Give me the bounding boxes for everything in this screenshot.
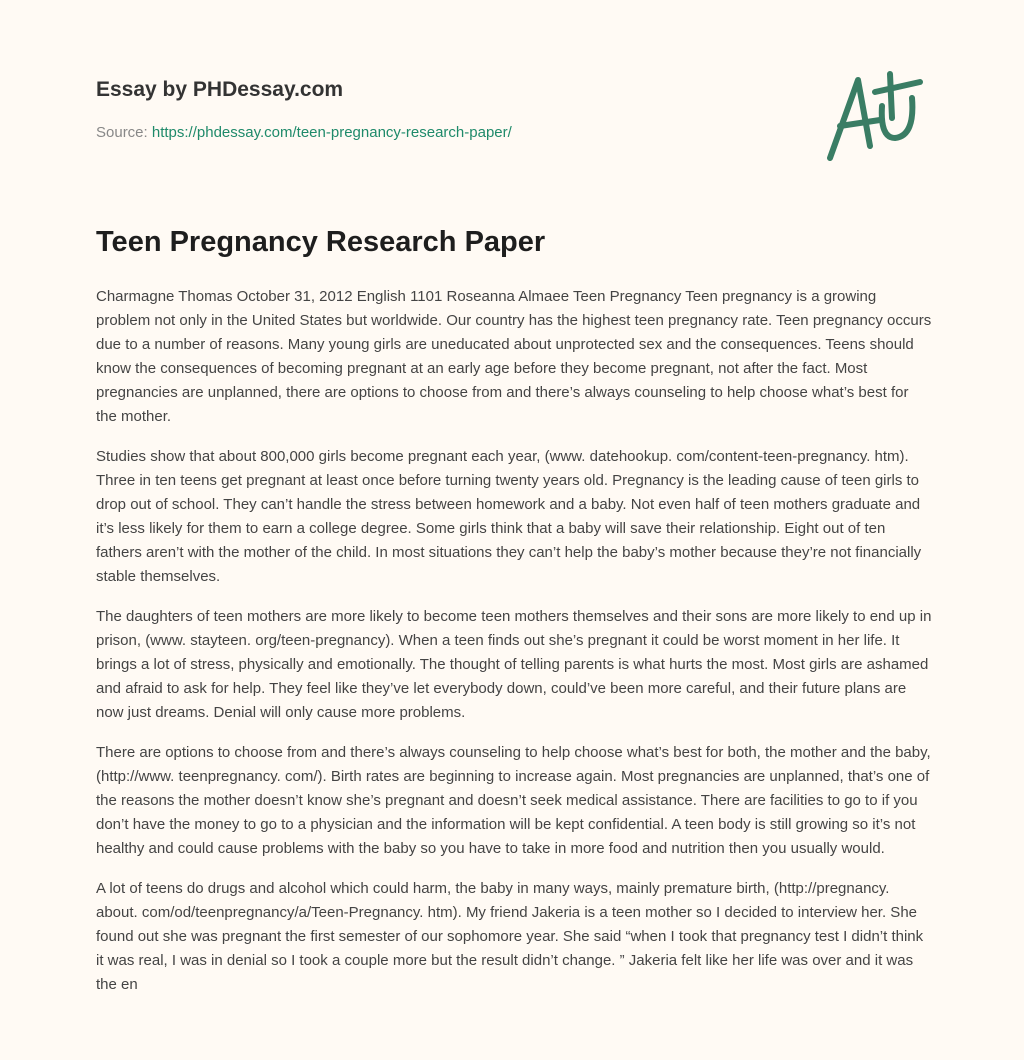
source-line (96, 124, 512, 141)
paragraph: The daughters of teen mothers are more likely to become teen mothers themselves and their sons are more likely to end up in prison, (www. stayteen. org/teen-pregnancy). When a teen finds out she’s pregnant it could be worst moment in her life. It brings a lot of stress, physically and emotionally. The thought of telling parents is what hurts the most. Most girls are ashamed and afraid to ask for help. They feel like they’ve let everybody down, could’ve been more careful, and their future plans are now just dreams. Denial will only cause more problems. (96, 608, 932, 721)
page-title: Teen Pregnancy Research Paper (96, 226, 546, 258)
a-plus-logo-icon (820, 68, 930, 168)
paragraph: Studies show that about 800,000 girls become pregnant each year, (www. datehookup. com/content-teen-pregnancy. htm). Three in ten teens get pregnant at least once before turning twenty years old. Pregnancy is the leading cause of teen girls to drop out of school. They can’t handle the stress between homework and a baby. Not even half of teen mothers graduate and it’s less likely for them to earn a college degree. Some girls think that a baby will save their relationship. Eight out of ten fathers aren’t with the mother of the child. In most situations they can’t help the baby’s mother because they’re not financially stable themselves. (96, 448, 922, 585)
source-label: Source: (96, 124, 148, 141)
paragraph: Charmagne Thomas October 31, 2012 English 1101 Roseanna Almaee Teen Pregnancy Teen pregnancy is a growing problem not only in the United States but worldwide. Our country has the highest teen pregnancy rate. Teen pregnancy occurs due to a number of reasons. Many young girls are uneducated about unprotected sex and the consequences. Teens should know the consequences of becoming pregnant at an early age before they become pregnant, not after the fact. Most pregnancies are unplanned, there are options to choose from and there’s always counseling to help choose what’s best for the mother. (96, 288, 932, 425)
site-brand: Essay by PHDessay.com (96, 78, 344, 101)
paragraph: A lot of teens do drugs and alcohol which could harm, the baby in many ways, mainly premature birth, (http://pregnancy. about. com/od/teenpregnancy/a/Teen-Pregnancy. htm). My friend Jakeria is a teen mother so I decided to interview her. She found out she was pregnant the first semester of our sophomore year. She said “when I took that pregnancy test I didn’t think it was real, I was in denial so I took a couple more but the result didn’t change. ” Jakeria felt like her life was over and it was the en (96, 880, 924, 993)
source-link[interactable]: https://phdessay.com/teen-pregnancy-research-paper/ (151, 124, 512, 141)
essay-body (96, 285, 932, 1013)
paragraph: There are options to choose from and there’s always counseling to help choose what’s best for both, the mother and the baby, (http://www. teenpregnancy. com/). Birth rates are beginning to increase again. Most pregnancies are unplanned, that’s one of the reasons the mother doesn’t know she’s pregnant and doesn’t seek medical assistance. There are facilities to go to if you don’t have the money to go to a physician and the information will be kept confidential. A teen body is still growing so it’s not healthy and could cause problems with the baby so you have to take in more food and nutrition then you usually would. (96, 744, 931, 857)
